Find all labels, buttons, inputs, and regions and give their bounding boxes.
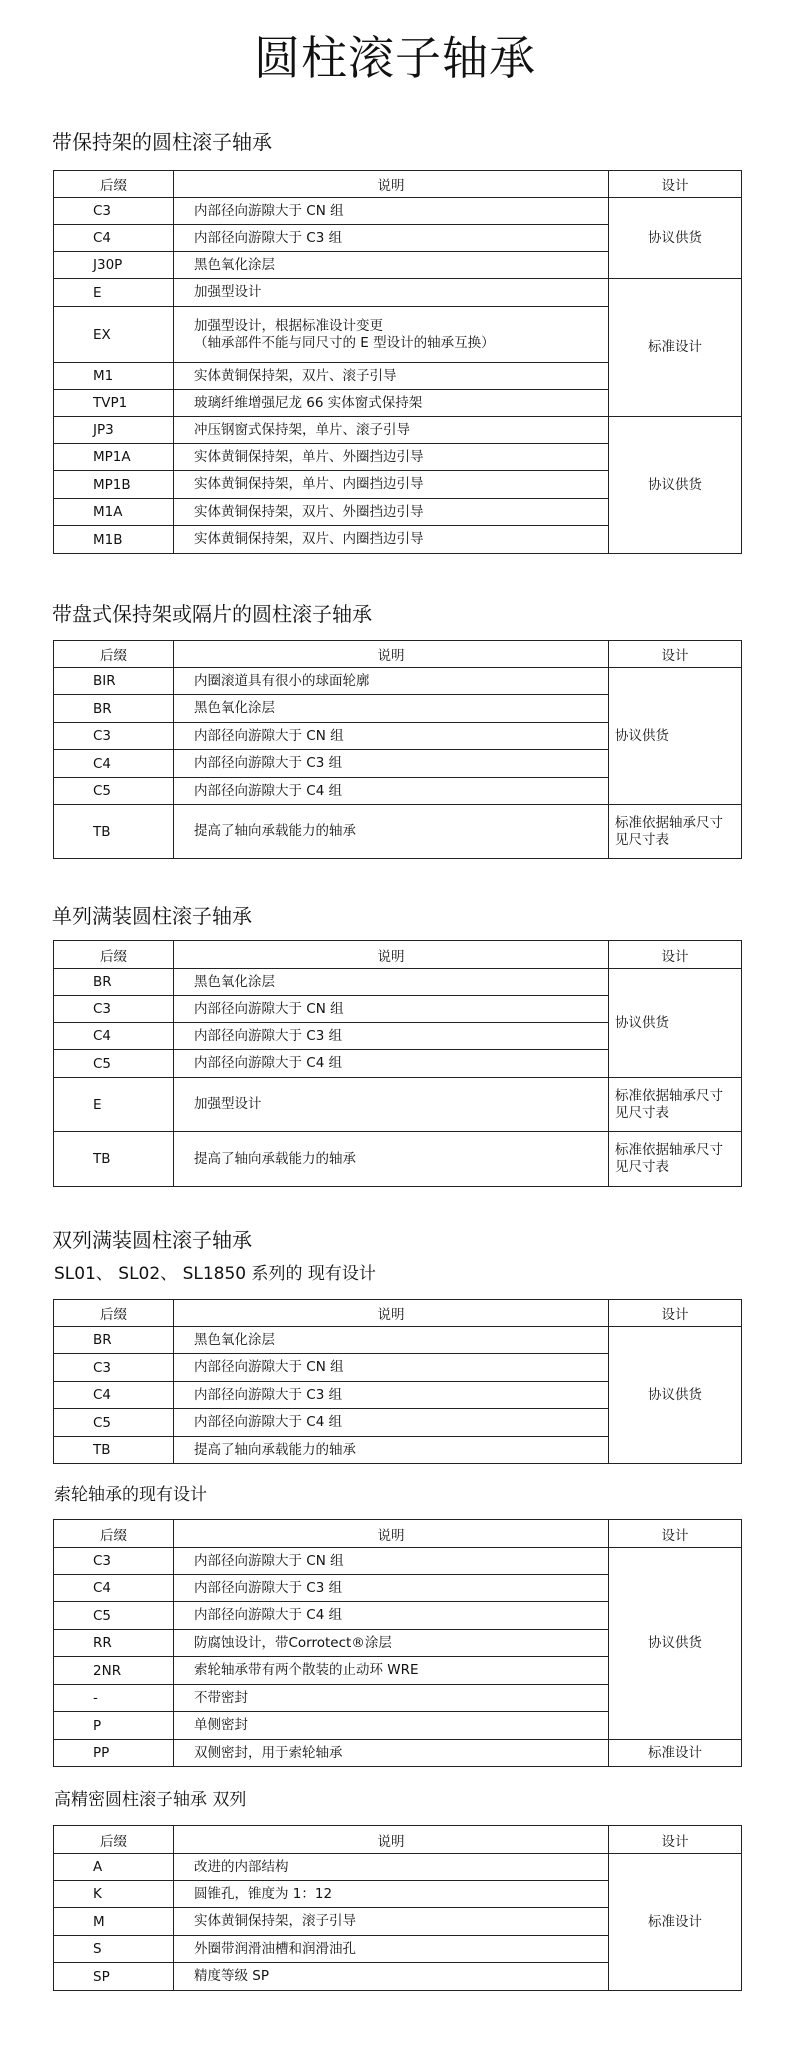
suffix-cell: J30P [54,252,174,279]
header-design: 设计 [609,1826,742,1854]
suffix-cell: SP [54,1963,174,1991]
description-cell: 单侧密封 [174,1712,609,1740]
header-description: 说明 [174,641,609,668]
description-cell: 内部径向游隙大于 C3 组 [174,225,609,252]
description-cell: 内部径向游隙大于 C4 组 [174,1050,609,1078]
suffix-cell: PP [54,1740,174,1767]
description-cell: 内部径向游隙大于 C3 组 [174,1023,609,1050]
section-title: 单列满装圆柱滚子轴承 [52,904,252,928]
suffix-cell: C4 [54,1575,174,1602]
header-design: 设计 [609,171,742,198]
suffix-cell: TB [54,1132,174,1187]
suffix-cell: M1B [54,526,174,554]
design-cell [609,1078,742,1132]
suffix-cell: RR [54,1630,174,1657]
description-cell: 实体黄铜保持架，单片、内圈挡边引导 [174,471,609,499]
design-line: 标准依据轴承尺寸 [615,1142,723,1158]
description-cell: 内部径向游隙大于 CN 组 [174,1354,609,1382]
description-cell: 黑色氧化涂层 [174,969,609,996]
description-cell: 内部径向游隙大于 CN 组 [174,996,609,1023]
section-title: 带盘式保持架或隔片的圆柱滚子轴承 [52,602,372,626]
description-line: （轴承部件不能与同尺寸的 E 型设计的轴承互换） [194,334,495,351]
table-row [54,1854,742,1881]
design-line: 见尺寸表 [615,831,669,848]
suffix-cell: BR [54,1327,174,1354]
description-cell: 改进的内部结构 [174,1854,609,1881]
suffix-table-single-row-full [53,940,742,1187]
suffix-cell: M [54,1908,174,1936]
design-cell: 协议供货 [609,198,742,279]
table-header-row [54,1520,742,1548]
description-cell: 加强型设计 [174,279,609,307]
design-cell: 标准设计 [609,1854,742,1991]
description-cell: 实体黄铜保持架，双片、滚子引导 [174,363,609,390]
description-cell: 内部径向游隙大于 CN 组 [174,723,609,750]
design-cell: 协议供货 [609,668,742,805]
description-cell: 实体黄铜保持架，双片、外圈挡边引导 [174,499,609,526]
design-cell: 协议供货 [609,969,742,1078]
description-cell: 玻璃纤维增强尼龙 66 实体窗式保持架 [174,390,609,417]
suffix-cell: TB [54,1437,174,1464]
design-line: 见尺寸表 [615,1159,669,1175]
design-line: 标准依据轴承尺寸 [615,814,723,831]
suffix-cell: BR [54,695,174,723]
suffix-cell: C3 [54,723,174,750]
table-row [54,969,742,996]
description-cell: 提高了轴向承载能力的轴承 [174,1132,609,1187]
header-design: 设计 [609,1520,742,1548]
description-cell: 实体黄铜保持架，滚子引导 [174,1908,609,1936]
header-design: 设计 [609,1300,742,1327]
description-cell: 提高了轴向承载能力的轴承 [174,805,609,859]
suffix-cell: M1A [54,499,174,526]
table-row [54,668,742,695]
header-suffix: 后缀 [54,1520,174,1548]
design-cell: 协议供货 [609,417,742,554]
description-cell: 实体黄铜保持架，单片、外圈挡边引导 [174,444,609,471]
design-cell: 协议供货 [609,1327,742,1464]
header-design: 设计 [609,941,742,969]
description-cell: 圆锥孔，锥度为 1：12 [174,1881,609,1908]
design-cell: 标准设计 [609,1740,742,1767]
table-header-row [54,1300,742,1327]
header-design: 设计 [609,641,742,668]
description-cell: 内部径向游隙大于 C3 组 [174,1575,609,1602]
description-cell: 加强型设计 [174,1078,609,1132]
suffix-cell: C5 [54,778,174,805]
section-subtitle: SL01、 SL02、 SL1850 系列的 现有设计 [54,1264,376,1284]
suffix-cell: C3 [54,996,174,1023]
table-header-row [54,171,742,198]
suffix-cell: C5 [54,1409,174,1437]
description-cell: 外圈带润滑油槽和润滑油孔 [174,1936,609,1963]
suffix-cell: S [54,1936,174,1963]
suffix-cell: C5 [54,1602,174,1630]
suffix-cell: MP1B [54,471,174,499]
suffix-table-sheave [53,1519,742,1767]
suffix-cell: C3 [54,198,174,225]
suffix-cell: C3 [54,1354,174,1382]
table-header-row [54,941,742,969]
suffix-cell: C3 [54,1548,174,1575]
header-description: 说明 [174,1520,609,1548]
suffix-cell: C5 [54,1050,174,1078]
section-title: 高精密圆柱滚子轴承 双列 [54,1790,247,1810]
suffix-cell: TVP1 [54,390,174,417]
design-line: 标准依据轴承尺寸 [615,1087,723,1104]
design-cell [609,1132,742,1187]
suffix-cell: C4 [54,750,174,778]
description-cell: 内部径向游隙大于 C3 组 [174,750,609,778]
table-row [54,805,742,859]
suffix-cell: C4 [54,225,174,252]
suffix-cell: C4 [54,1023,174,1050]
table-row [54,417,742,444]
header-description: 说明 [174,1826,609,1854]
design-cell [609,805,742,859]
table-header-row [54,641,742,668]
description-cell: 双侧密封，用于索轮轴承 [174,1740,609,1767]
table-row [54,1132,742,1187]
suffix-cell: BR [54,969,174,996]
section-title: 带保持架的圆柱滚子轴承 [52,130,272,154]
suffix-cell: P [54,1712,174,1740]
description-cell: 冲压钢窗式保持架，单片、滚子引导 [174,417,609,444]
suffix-cell: EX [54,307,174,363]
suffix-cell: 2NR [54,1657,174,1685]
description-cell: 黑色氧化涂层 [174,695,609,723]
description-cell: 内部径向游隙大于 CN 组 [174,1548,609,1575]
table-row [54,198,742,225]
table-row [54,1327,742,1354]
page-title: 圆柱滚子轴承 [254,31,536,85]
header-description: 说明 [174,1300,609,1327]
suffix-table-high-precision [53,1825,742,1991]
description-cell: 黑色氧化涂层 [174,252,609,279]
suffix-cell: C4 [54,1382,174,1409]
description-cell: 精度等级 SP [174,1963,609,1991]
description-cell: 防腐蚀设计，带Corrotect®涂层 [174,1630,609,1657]
description-cell: 内部径向游隙大于 CN 组 [174,198,609,225]
description-line: 加强型设计，根据标准设计变更 [194,317,383,334]
suffix-cell: JP3 [54,417,174,444]
suffix-cell: M1 [54,363,174,390]
suffix-cell: K [54,1881,174,1908]
suffix-cell: - [54,1685,174,1712]
description-cell: 实体黄铜保持架，双片、内圈挡边引导 [174,526,609,554]
description-cell: 内部径向游隙大于 C3 组 [174,1382,609,1409]
description-cell [174,307,609,363]
header-description: 说明 [174,941,609,969]
description-cell: 内部径向游隙大于 C4 组 [174,1409,609,1437]
table-row [54,1078,742,1132]
table-row [54,1548,742,1575]
header-suffix: 后缀 [54,1826,174,1854]
description-cell: 内部径向游隙大于 C4 组 [174,778,609,805]
description-cell: 索轮轴承带有两个散装的止动环 WRE [174,1657,609,1685]
suffix-table-cage [53,170,742,554]
description-cell: 提高了轴向承载能力的轴承 [174,1437,609,1464]
design-cell: 协议供货 [609,1548,742,1740]
table-row [54,1740,742,1767]
header-suffix: 后缀 [54,171,174,198]
design-cell: 标准设计 [609,279,742,417]
suffix-table-disc-cage [53,640,742,859]
section-title: 索轮轴承的现有设计 [54,1485,207,1505]
header-description: 说明 [174,171,609,198]
suffix-cell: E [54,1078,174,1132]
table-row [54,279,742,307]
suffix-cell: MP1A [54,444,174,471]
table-header-row [54,1826,742,1854]
header-suffix: 后缀 [54,1300,174,1327]
suffix-table-double-row-full [53,1299,742,1464]
suffix-cell: BIR [54,668,174,695]
description-cell: 内部径向游隙大于 C4 组 [174,1602,609,1630]
description-cell: 内圈滚道具有很小的球面轮廓 [174,668,609,695]
description-cell: 黑色氧化涂层 [174,1327,609,1354]
description-cell: 不带密封 [174,1685,609,1712]
section-title: 双列满装圆柱滚子轴承 [52,1228,252,1252]
suffix-cell: E [54,279,174,307]
suffix-cell: TB [54,805,174,859]
suffix-cell: A [54,1854,174,1881]
header-suffix: 后缀 [54,941,174,969]
header-suffix: 后缀 [54,641,174,668]
design-line: 见尺寸表 [615,1104,669,1121]
